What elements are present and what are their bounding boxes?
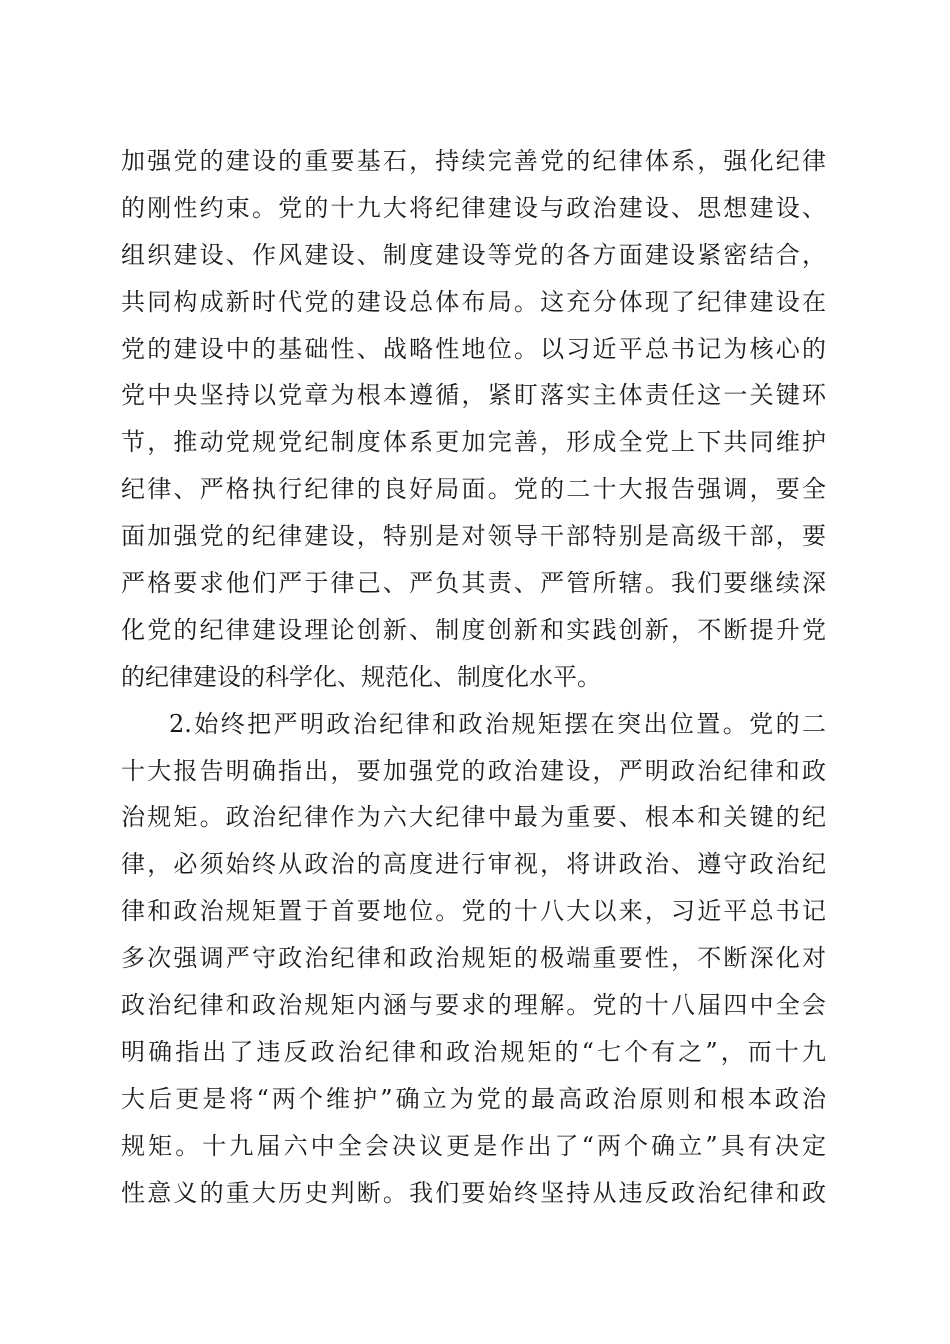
text-line: 组织建设、作风建设、制度建设等党的各方面建设紧密结合，: [121, 240, 826, 269]
text-line: 共同构成新时代党的建设总体布局。这充分体现了纪律建设在: [121, 287, 826, 316]
text-line: 党中央坚持以党章为根本遵循，紧盯落实主体责任这一关键环: [121, 381, 826, 410]
text-line: 明确指出了违反政治纪律和政治规矩的“七个有之”，而十九: [121, 1037, 826, 1066]
text-line: 的刚性约束。党的十九大将纪律建设与政治建设、思想建设、: [121, 193, 826, 222]
text-line: 性意义的重大历史判断。我们要始终坚持从违反政治纪律和政: [121, 1178, 826, 1207]
paragraph-end-line: 的纪律建设的科学化、规范化、制度化水平。: [121, 662, 601, 691]
text-line: 节，推动党规党纪制度体系更加完善，形成全党上下共同维护: [121, 428, 826, 457]
text-line: 十大报告明确指出，要加强党的政治建设，严明政治纪律和政: [121, 756, 826, 785]
text-line: 加强党的建设的重要基石，持续完善党的纪律体系，强化纪律: [121, 147, 826, 175]
text-line: 党的建设中的基础性、战略性地位。以习近平总书记为核心的: [121, 334, 826, 363]
text-line: 治规矩。政治纪律作为六大纪律中最为重要、根本和关键的纪: [121, 803, 826, 832]
text-line: 政治纪律和政治规矩内涵与要求的理解。党的十八届四中全会: [121, 991, 826, 1020]
text-line: 律，必须始终从政治的高度进行审视，将讲政治、遵守政治纪: [121, 850, 826, 879]
text-line: 化党的纪律建设理论创新、制度创新和实践创新，不断提升党: [121, 615, 826, 644]
text-line: 律和政治规矩置于首要地位。党的十八大以来，习近平总书记: [121, 897, 826, 926]
text-line: 面加强党的纪律建设，特别是对领导干部特别是高级干部，要: [121, 522, 826, 551]
text-line: 大后更是将“两个维护”确立为党的最高政治原则和根本政治: [121, 1084, 826, 1113]
text-line: 规矩。十九届六中全会决议更是作出了“两个确立”具有决定: [121, 1131, 826, 1160]
section-heading-line: 2.始终把严明政治纪律和政治规矩摆在突出位置。党的二: [169, 709, 826, 738]
text-line: 严格要求他们严于律己、严负其责、严管所辖。我们要继续深: [121, 569, 826, 598]
body-text: [121, 138, 826, 1216]
text-line: 纪律、严格执行纪律的良好局面。党的二十大报告强调，要全: [121, 475, 826, 504]
text-line: 多次强调严守政治纪律和政治规矩的极端重要性，不断深化对: [121, 944, 826, 973]
